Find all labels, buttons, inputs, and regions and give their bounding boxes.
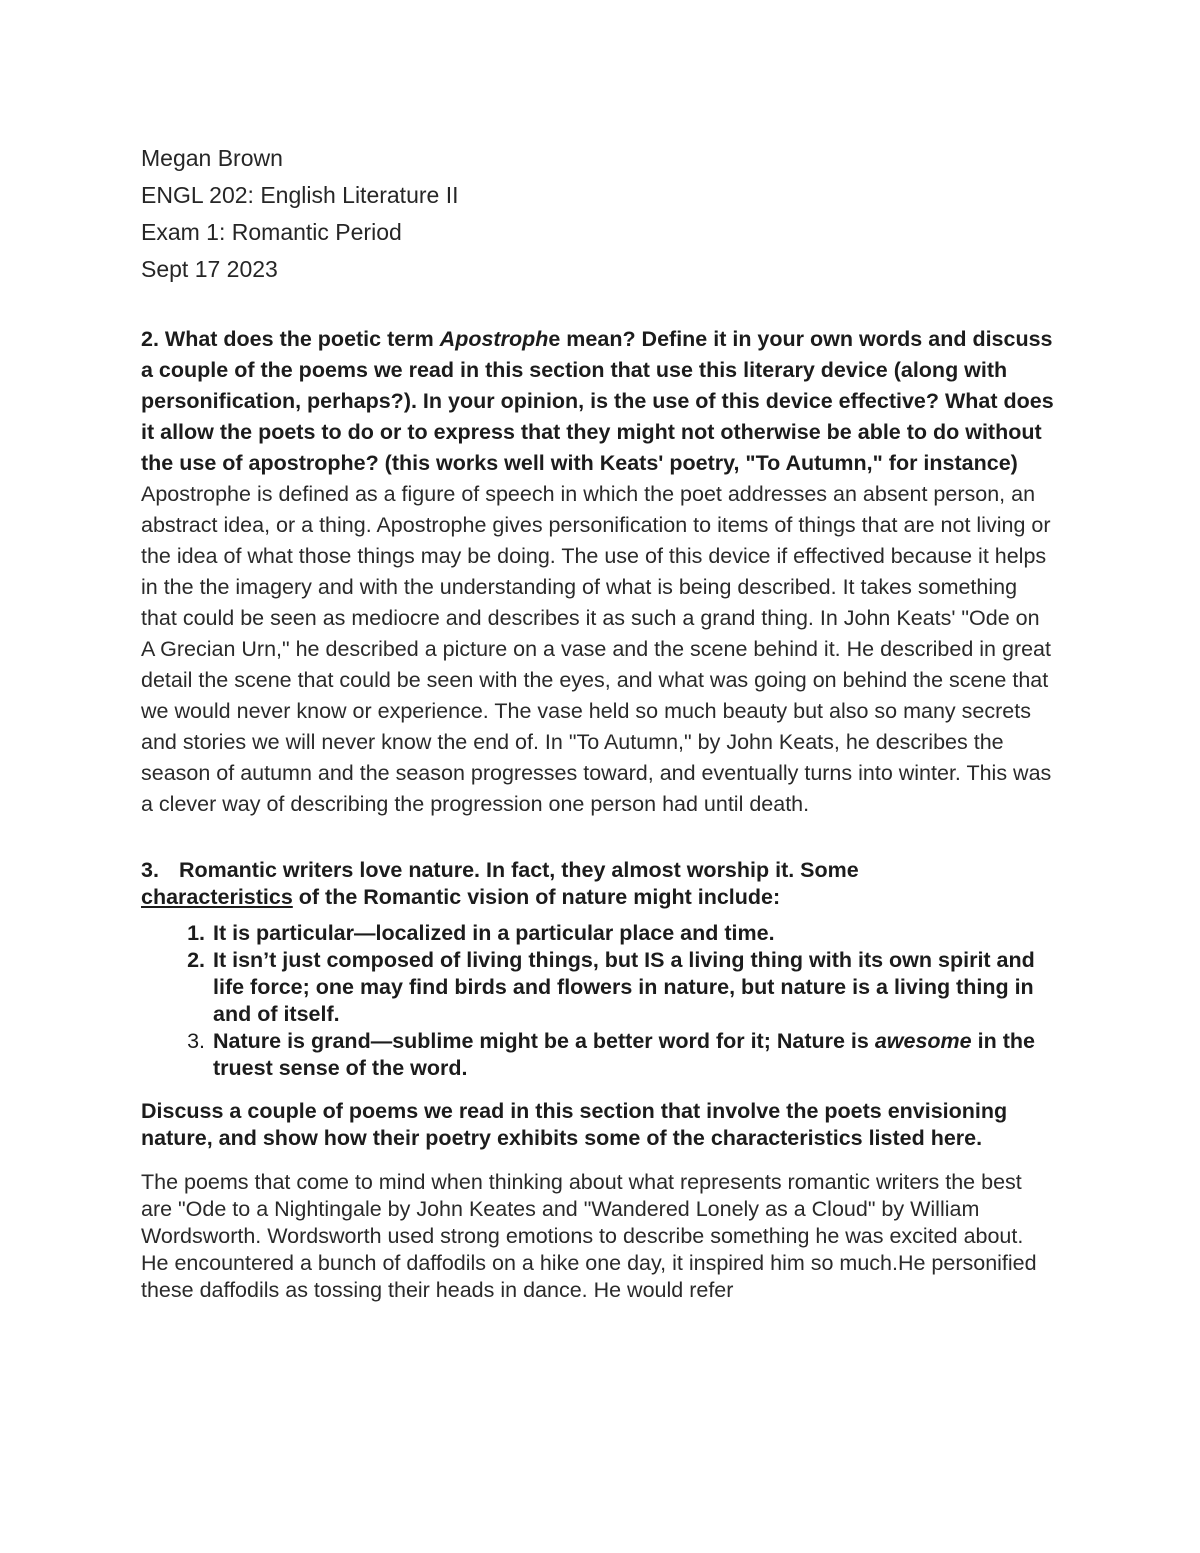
list-item-before: Nature is grand—sublime might be a better word for it; Nature is — [213, 1029, 875, 1053]
list-item — [211, 1028, 1056, 1082]
question-3-number: 3. — [141, 858, 159, 882]
answer-2: Apostrophe is defined as a figure of speech in which the poet addresses an absent person, an abstract idea, or a thing. Apostrophe gives personification to items of things that are not living or the idea of what those things may be doing. The use of this device if effectived because it helps in the the imagery and with the understanding of what is being described. It takes something that could be seen as mediocre and describes it as such a grand thing. In John Keats' "Ode on A Grecian Urn," he described a picture on a vase and the scene behind it. He described in great detail the scene that could be seen with the eyes, and what was going on behind the scene that we would never know or experience. The vase held so much beauty but also so many secrets and stories we will never know the end of. In "To Autumn," by John Keats, he describes the season of autumn and the season progresses toward, and eventually turns into winter. This was a clever way of describing the progression one person had until death. — [141, 482, 1052, 816]
student-name: Megan Brown — [141, 145, 283, 171]
question-2-term: Apostroph — [439, 327, 549, 351]
answer-3: The poems that come to mind when thinking about what represents romantic writers the best are "Ode to a Nightingale by John Keates and "Wandered Lonely as a Cloud" by William Wordsworth. Wordsworth used strong emotions to describe something he was excited about. He encountered a bunch of daffodils on a hike one day, it inspired him so much.He personified these daffodils as tossing their heads in dance. He would refer — [141, 1170, 1037, 1302]
course-title: ENGL 202: English Literature II — [141, 182, 459, 208]
question-3 — [141, 857, 1056, 911]
list-item: 1. It is particular—localized in a particular place and time. — [211, 920, 1056, 947]
exam-title: Exam 1: Romantic Period — [141, 219, 402, 245]
question-2-after: e mean? Define it in your own words and discuss a couple of the poems we read in this section that use this literary device (along with personification, perhaps?). In your opinion, is the use of this device effective? What does it allow the poets to do or to express that they might not otherwise be able to do without the use of apostrophe? (this works well with Keats' poetry, "To Autumn," for instance) — [141, 327, 1054, 475]
question-2 — [141, 324, 1056, 479]
characteristics-list — [141, 920, 1056, 1082]
list-item-after: in the truest sense of the word. — [213, 1029, 1035, 1080]
discuss-prompt: Discuss a couple of poems we read in this section that involve the poets envisioning nature, and show how their poetry exhibits some of the characteristics listed here. — [141, 1099, 1008, 1150]
question-3-intro-end: of the Romantic vision of nature might include: — [292, 885, 781, 909]
document-page — [141, 140, 1056, 1304]
question-3-intro: Romantic writers love nature. In fact, they almost worship it. Some — [178, 858, 859, 882]
list-item: 2. It isn’t just composed of living things, but IS a living thing with its own spirit and life force; one may find birds and flowers in nature, but nature is a living thing in and of itself. — [211, 947, 1056, 1028]
list-item-italic: awesome — [874, 1029, 972, 1053]
exam-date: Sept 17 2023 — [141, 256, 278, 282]
question-2-before: 2. What does the poetic term — [141, 327, 440, 351]
question-3-underlined: characteristics — [141, 885, 293, 909]
